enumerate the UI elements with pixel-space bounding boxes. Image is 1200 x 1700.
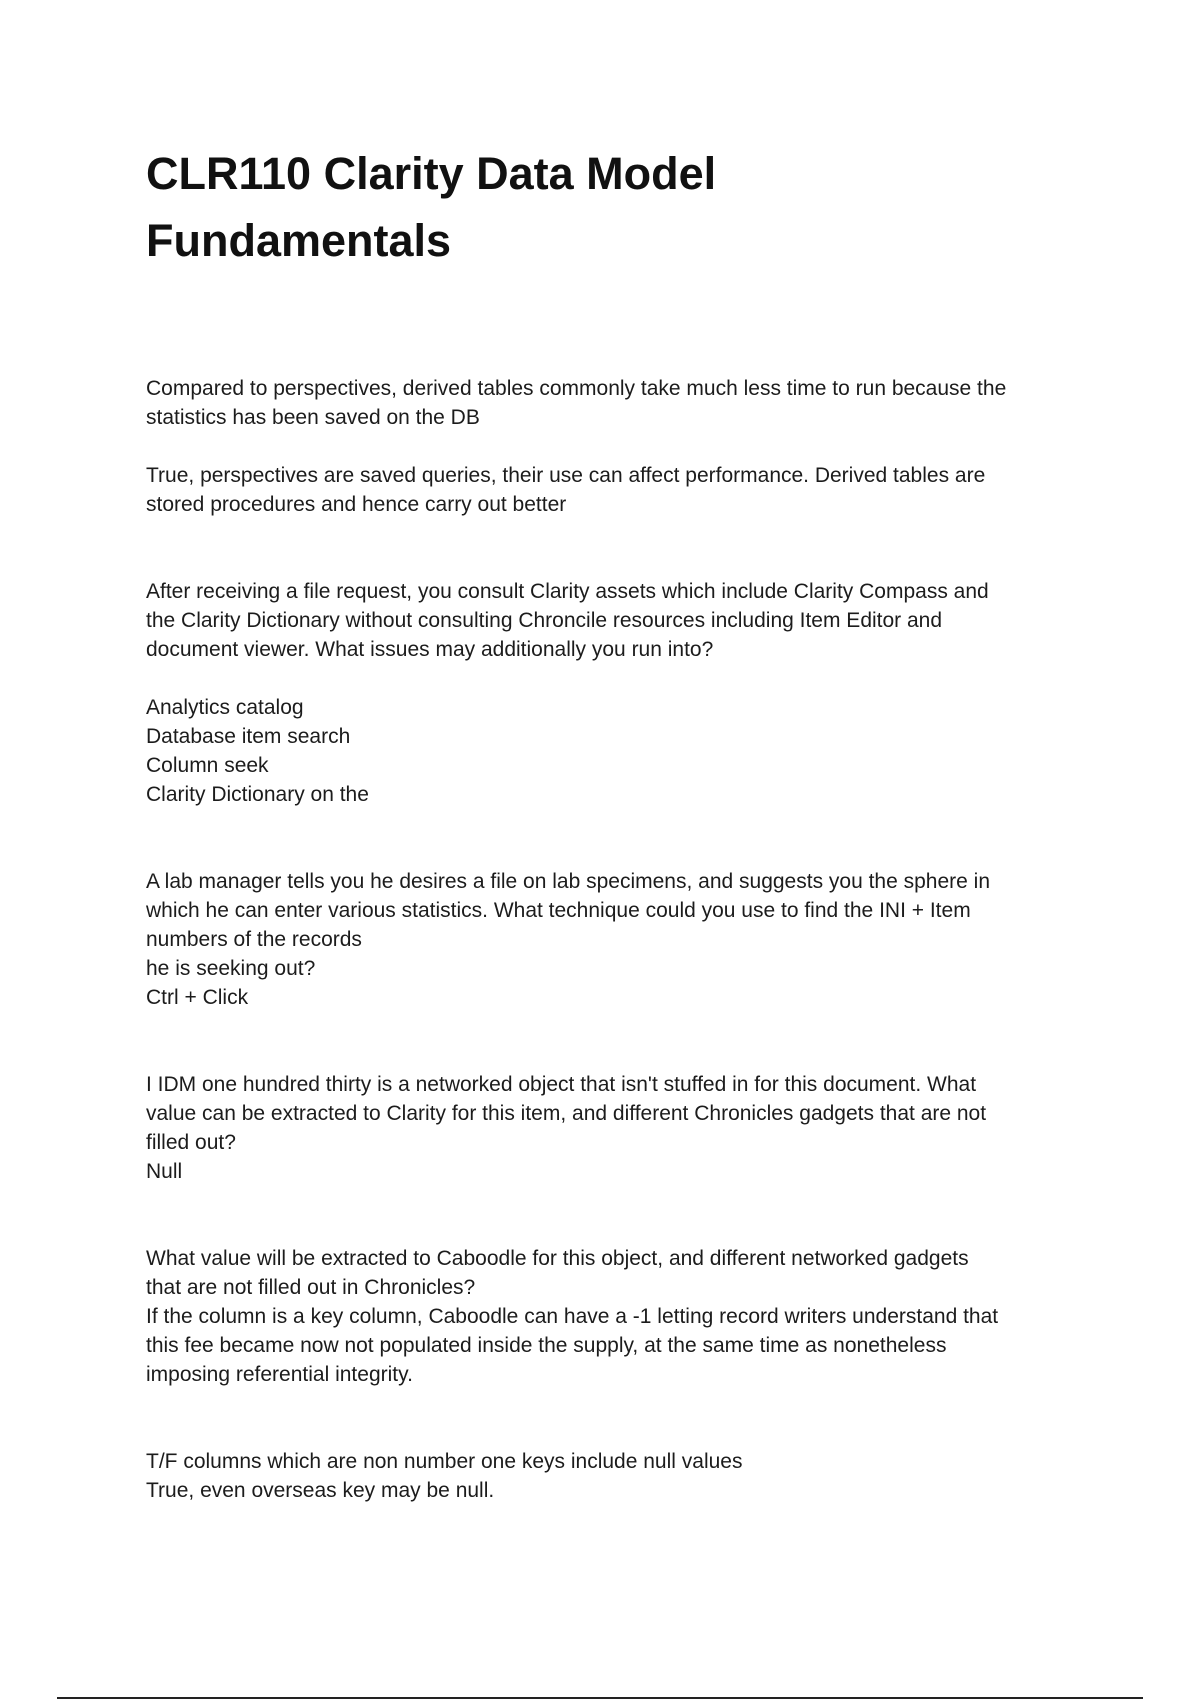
answer-text: Ctrl + Click <box>146 986 249 1009</box>
answer-item: Column seek <box>146 754 269 777</box>
answer-text: If the column is a key column, Caboodle can have a -1 letting record writers understand that this fee became now not populated inside the supply, at the same time as nonetheless imposing referential integrity. <box>146 1305 999 1386</box>
answer-list <box>146 693 1076 809</box>
answer-text: Null <box>146 1160 183 1183</box>
answer-item: Clarity Dictionary on the <box>146 783 369 806</box>
question-text: What value will be extracted to Caboodle for this object, and different networked gadgets that are not filled out in Chronicles? <box>146 1247 969 1299</box>
question-text: T/F columns which are non number one keys include null values <box>146 1450 743 1473</box>
page-title <box>146 140 846 274</box>
question-text: After receiving a file request, you consult Clarity assets which include Clarity Compass and the Clarity Dictionary without consulting Chroncile resources including Item Editor and document viewer. What issues may additionally you run into? <box>146 580 989 661</box>
answer-item: Database item search <box>146 725 351 748</box>
title-line-1: CLR110 Clarity Data Model <box>146 148 717 199</box>
qa-content <box>146 374 1076 1505</box>
title-line-2: Fundamentals <box>146 215 452 266</box>
answer-text: True, even overseas key may be null. <box>146 1479 495 1502</box>
page-divider <box>57 1697 1143 1699</box>
question-text: A lab manager tells you he desires a file on lab specimens, and suggests you the sphere in which he can enter various statistics. What technique could you use to find the INI + Item numbers of the records he is seeking out? <box>146 870 991 980</box>
answer-item: Analytics catalog <box>146 696 304 719</box>
question-text: Compared to perspectives, derived tables commonly take much less time to run because the statistics has been saved on the DB <box>146 377 1007 429</box>
answer-text: True, perspectives are saved queries, their use can affect performance. Derived tables are stored procedures and hence carry out better <box>146 464 986 516</box>
question-text: I IDM one hundred thirty is a networked object that isn't stuffed in for this document. What value can be extracted to Clarity for this item, and different Chronicles gadgets that are not filled out? <box>146 1073 987 1154</box>
